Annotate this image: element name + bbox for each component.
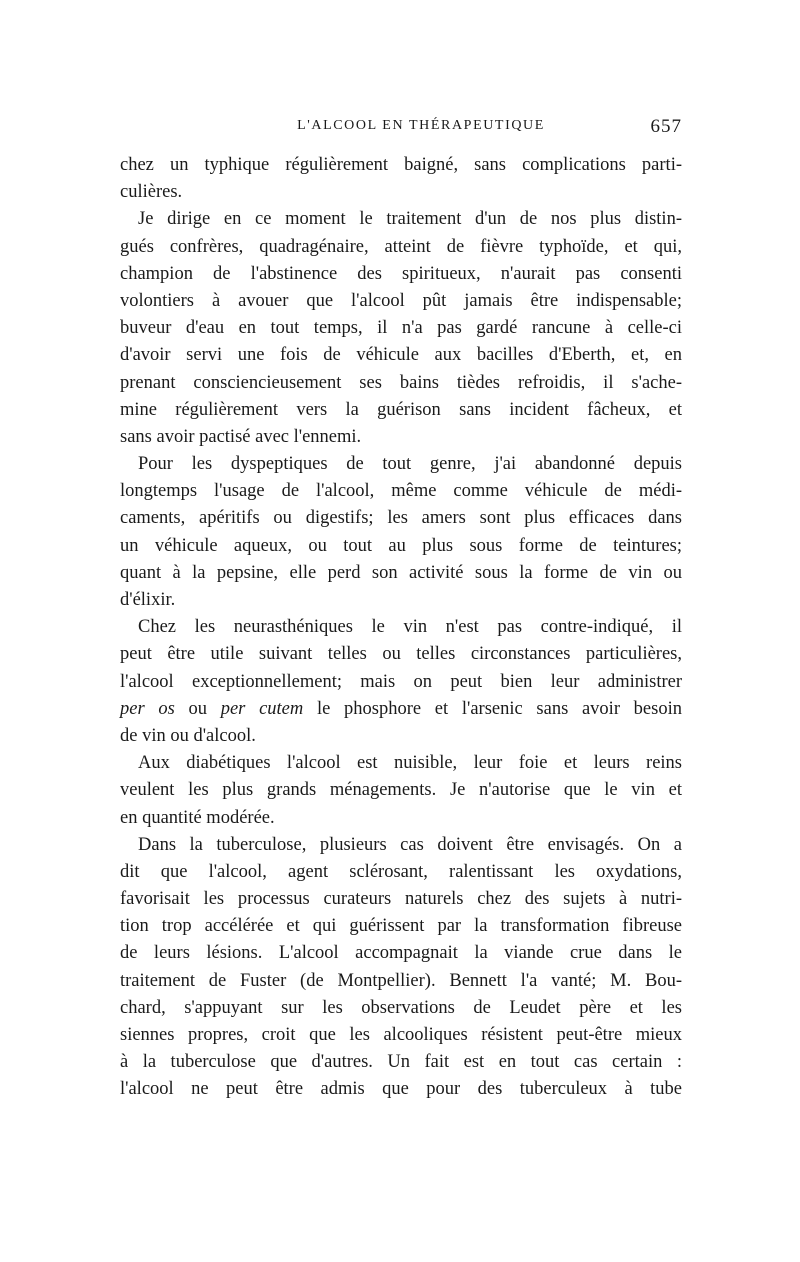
text-line: siennes propres, croit que les alcooliques résistent peut-être mieux: [120, 1025, 682, 1045]
text-line: Pour les dyspeptiques de tout genre, j'ai abandonné depuis: [138, 454, 682, 475]
text-line: buveur d'eau en tout temps, il n'a pas gardé rancune à celle-ci: [120, 318, 682, 339]
text-line: chard, s'appuyant sur les observations de Leudet père et les: [120, 997, 682, 1018]
text-line: Aux diabétiques l'alcool est nuisible, leur foie et leurs reins: [138, 753, 682, 774]
text-line: favorisait les processus curateurs naturels chez des sujets à nutri-: [120, 889, 682, 910]
running-head: [120, 118, 682, 142]
paragraph: [120, 750, 682, 832]
text-line: en quantité modérée.: [120, 807, 275, 828]
text-line: quant à la pepsine, elle perd son activité sous la forme de vin ou: [120, 562, 682, 583]
text-line: traitement de Fuster (de Montpellier). Bennett l'a vanté; M. Bou-: [120, 970, 682, 991]
running-title: L'ALCOOL EN THÉRAPEUTIQUE: [297, 118, 545, 133]
text-line: gués confrères, quadragénaire, atteint de fièvre typhoïde, et qui,: [120, 236, 682, 257]
text-line: peut être utile suivant telles ou telles circonstances particulières,: [120, 644, 682, 665]
text-line: l'alcool ne peut être admis que pour des tuberculeux à tube: [120, 1079, 682, 1100]
text-line: sans avoir pactisé avec l'ennemi.: [120, 426, 362, 447]
text-line: Je dirige en ce moment le traitement d'un de nos plus distin-: [138, 209, 682, 230]
text-line: dit que l'alcool, agent sclérosant, ralentissant les oxydations,: [120, 861, 682, 882]
page-number: 657: [650, 116, 682, 137]
text-line: prenant consciencieusement ses bains tièdes refroidis, il s'ache-: [120, 372, 682, 393]
text-line: à la tuberculose que d'autres. Un fait est en tout cas certain :: [120, 1052, 682, 1073]
text-line: un véhicule aqueux, ou tout au plus sous forme de teintures;: [120, 535, 682, 556]
text-line: d'avoir servi une fois de véhicule aux bacilles d'Eberth, et, en: [120, 345, 682, 366]
text-line: veulent les plus grands ménagements. Je n'autorise que le vin et: [120, 780, 682, 801]
text-line: d'élixir.: [120, 590, 176, 610]
text-line: mine régulièrement vers la guérison sans incident fâcheux, et: [120, 399, 682, 420]
text-line: volontiers à avouer que l'alcool pût jamais être indispensable;: [120, 290, 682, 311]
paragraph: [120, 451, 682, 614]
text-line: l'alcool exceptionnellement; mais on peut bien leur administrer: [120, 671, 682, 692]
text-line: de leurs lésions. L'alcool accompagnait la viande crue dans le: [120, 943, 682, 964]
paragraph: [120, 152, 682, 206]
text-line: culières.: [120, 182, 183, 203]
text-line: caments, apéritifs ou digestifs; les amers sont plus efficaces dans: [120, 508, 682, 529]
text-line: tion trop accélérée et qui guérissent par la transformation fibreuse: [120, 916, 682, 937]
text-line: Chez les neurasthéniques le vin n'est pas contre-indiqué, il: [138, 617, 682, 638]
text-line: longtemps l'usage de l'alcool, même comme véhicule de médi-: [120, 481, 682, 502]
text-line: de vin ou d'alcool.: [120, 725, 256, 746]
text-line: Dans la tuberculose, plusieurs cas doivent être envisagés. On a: [138, 834, 682, 855]
text-line: champion de l'abstinence des spiritueux, n'aurait pas consenti: [120, 263, 682, 284]
paragraph: [120, 832, 682, 1104]
body-text: [120, 152, 682, 1104]
paragraph: [120, 614, 682, 750]
text-line: chez un typhique régulièrement baigné, sans complications parti-: [120, 155, 682, 175]
paragraph: [120, 206, 682, 451]
text-line: per os ou per cutem le phosphore et l'arsenic sans avoir besoin: [120, 698, 682, 719]
